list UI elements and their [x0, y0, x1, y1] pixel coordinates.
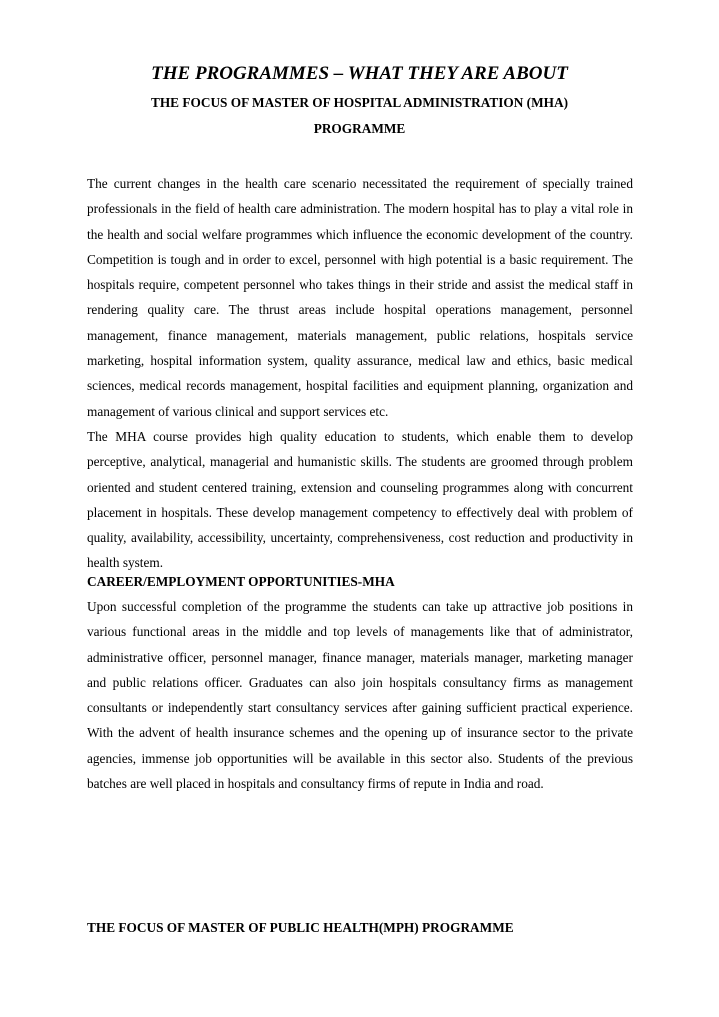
- section-heading-mha-line1: THE FOCUS OF MASTER OF HOSPITAL ADMINISTRATION (MHA): [150, 95, 569, 110]
- mha-description: [87, 171, 633, 576]
- mha-paragraph-1: The current changes in the health care scenario necessitated the requirement of specially trained professionals in the field of health care administration. The modern hospital has to play a vital role in the health and social welfare programmes which influence the economic development of the country. Competition is tough and in order to excel, personnel with high potential is a basic requirement. The hospitals require, competent personnel who takes things in their stride and assist the medical staff in rendering quality care. The thrust areas include hospital operations management, personnel management, finance management, materials management, public relations, hospitals service marketing, hospital information system, quality assurance, medical law and ethics, basic medical sciences, medical records management, hospital facilities and equipment planning, organization and management of various clinical and support services etc.: [87, 176, 633, 419]
- mha-paragraph-2: The MHA course provides high quality education to students, which enable them to develop perceptive, analytical, managerial and humanistic skills. The students are groomed through problem oriented and student centered training, extension and counseling programmes along with concurrent placement in hospitals. These develop management competency to effectively deal with problem of quality, availability, accessibility, uncertainty, comprehensiveness, cost reduction and productivity in health system.: [87, 428, 633, 571]
- mph-heading: THE FOCUS OF MASTER OF PUBLIC HEALTH(MPH) PROGRAMME: [87, 920, 514, 935]
- career-heading: CAREER/EMPLOYMENT OPPORTUNITIES-MHA: [87, 574, 395, 589]
- page-title: THE PROGRAMMES – WHAT THEY ARE ABOUT: [151, 63, 568, 84]
- career-paragraph: Upon successful completion of the programme the students can take up attractive job positions in various functional areas in the middle and top levels of managements like that of administrator, administrative officer, personnel manager, finance manager, materials manager, marketing manager and public relations officer. Graduates can also join hospitals consultancy firms as management consultants or independently start consultancy services after gaining sufficient practical experience. With the advent of health insurance schemes and the opening up of insurance sector to the private agencies, immense job opportunities will be available in this sector also. Students of the previous batches are well placed in hospitals and consultancy firms of repute in India and road.: [87, 599, 633, 792]
- section-heading-mha-line2: PROGRAMME: [313, 121, 406, 136]
